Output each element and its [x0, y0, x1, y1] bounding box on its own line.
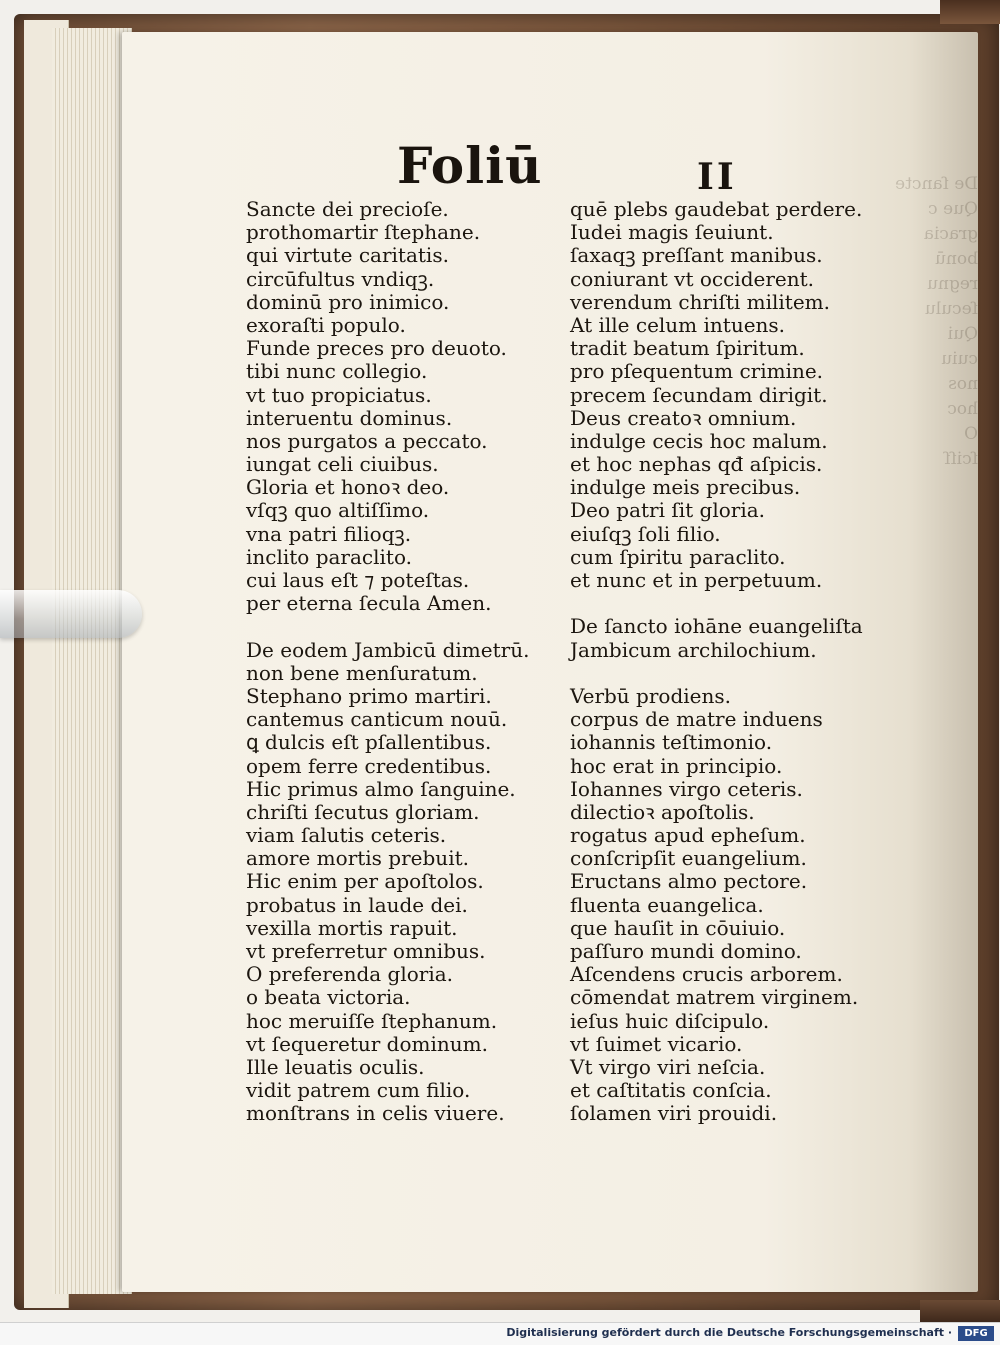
verse-line: Hic enim per apoſtolos.	[246, 869, 484, 894]
verse-line: indulge cecis hoc malum.	[570, 428, 828, 453]
verse-line: hoc meruiſſe ſtephanum.	[246, 1008, 498, 1033]
verse-line: et nunc et in perpetuum.	[570, 568, 823, 592]
verse-line: qui virtute caritatis.	[246, 243, 449, 268]
verse-line: indulge meis precibus.	[570, 475, 801, 500]
verse-line: monſtrans in celis viuere.	[246, 1101, 505, 1126]
verse-line: iohannis teſtimonio.	[570, 730, 773, 755]
verse-line: Iudei magis ſeuiunt.	[570, 220, 774, 245]
verse-line: vidit patrem cum filio.	[246, 1078, 471, 1103]
verse-line: cantemus canticum nouū.	[246, 707, 508, 732]
verse-line: chriſti ſecutus gloriam.	[246, 799, 480, 824]
stanza-gap	[570, 662, 863, 685]
book-page	[122, 32, 978, 1292]
verse-line: Jambicum archilochium.	[570, 637, 817, 662]
verse-line: De eodem Jambicū dimetrū.	[246, 637, 530, 662]
spine-bottom	[920, 1300, 1000, 1322]
verse-line: Deus creatoꝛ omnium.	[570, 405, 797, 430]
folio-number: II	[697, 156, 737, 198]
verse-line: iungat celi ciuibus.	[246, 452, 439, 477]
text-column-left	[246, 198, 529, 1126]
verse-line: Ille leuatis oculis.	[246, 1054, 425, 1079]
verse-line: tibi nunc collegio.	[246, 359, 428, 384]
verse-line: vt preferretur omnibus.	[246, 939, 486, 963]
page-edges	[52, 28, 132, 1294]
verse-line: pro pſequentum crimine.	[570, 359, 824, 384]
verse-line: dilectioꝛ apoſtolis.	[570, 799, 755, 824]
footer-bar	[0, 1322, 1000, 1345]
dfg-logo: DFG	[958, 1326, 994, 1341]
verse-line: probatus in laude dei.	[246, 892, 468, 917]
verse-line: Eructans almo pectore.	[570, 869, 808, 894]
verse-line: rogatus apud epheſum.	[570, 823, 806, 848]
verse-line: O preferenda gloria.	[246, 962, 454, 987]
verse-line: fluenta euangelica.	[570, 892, 764, 917]
verse-line: Iohannes virgo ceteris.	[570, 776, 803, 801]
folio-header	[122, 136, 978, 206]
verse-line: Stephano primo martiri.	[246, 683, 492, 708]
verse-line: conſcripſit euangelium.	[570, 846, 807, 871]
verse-line: Sancte dei precioſe.	[246, 197, 449, 221]
verse-line: cum ſpiritu paraclito.	[570, 544, 786, 569]
verse-line: eiuſqꝫ ſoli filio.	[570, 521, 721, 546]
verse-line: amore mortis prebuit.	[246, 846, 469, 871]
verse-line: Hic primus almo ſanguine.	[246, 776, 516, 801]
verse-line: circūfultus vndiqꝫ.	[246, 266, 435, 291]
verse-line: precem ſecundam dirigit.	[570, 382, 828, 407]
folio-title: Foliū	[397, 136, 543, 195]
verse-line: Verbū prodiens.	[570, 683, 731, 708]
verse-line: Vt virgo viri neſcia.	[570, 1054, 766, 1079]
verse-line: opem ferre credentibus.	[246, 753, 492, 778]
verse-line: interuentu dominus.	[246, 405, 453, 430]
verse-line: vſqꝫ quo altiſſimo.	[246, 498, 430, 523]
verse-line: hoc erat in principio.	[570, 753, 783, 778]
verse-line: At ille celum intuens.	[570, 312, 786, 337]
verse-line: vna patri filioqꝫ.	[246, 521, 412, 546]
verse-line: ieſus huic diſcipulo.	[570, 1008, 770, 1033]
verse-line: prothomartir ſtephane.	[246, 220, 481, 245]
verse-line: corpus de matre induens	[570, 707, 823, 732]
verse-line: Gloria et honoꝛ deo.	[246, 475, 450, 500]
verse-line: vexilla mortis rapuit.	[246, 915, 458, 940]
verse-line: cōmendat matrem virginem.	[570, 985, 859, 1010]
verse-line: et hoc nephas qđ aſpicis.	[570, 452, 823, 477]
verse-line: vt ſequeretur dominum.	[246, 1031, 488, 1056]
verse-line: ſolamen viri prouidi.	[570, 1101, 778, 1126]
page-clip	[0, 590, 142, 638]
verse-line: cui laus eſt ⁊ poteſtas.	[246, 568, 470, 592]
verse-line: inclito paraclito.	[246, 544, 412, 569]
verse-line: vt tuo propiciatus.	[246, 382, 432, 407]
verse-line: vt ſuimet vicario.	[570, 1031, 743, 1056]
verse-line: viam ſalutis ceteris.	[246, 823, 447, 848]
verse-line: tradit beatum ſpiritum.	[570, 336, 805, 361]
verse-line: Aſcendens crucis arborem.	[570, 962, 843, 987]
verse-line: que hauſit in cōuiuio.	[570, 915, 786, 940]
text-column-right	[570, 198, 863, 1126]
verse-line: De ſancto iohāne euangeliſta	[570, 614, 863, 639]
verse-line: non bene menſuratum.	[246, 660, 478, 685]
verse-line: verendum chriſti militem.	[570, 289, 830, 314]
verse-line: paſſuro mundi domino.	[570, 939, 802, 963]
spine-top	[940, 0, 1000, 24]
verse-line: ꝗ dulcis eſt pſallentibus.	[246, 730, 492, 755]
show-through-text: De ſancte Que c gracia bonū regnu ſeculu Qui cuiu nos hoc O ſciſſ	[895, 174, 978, 469]
verse-line: Funde preces pro deuoto.	[246, 336, 507, 361]
verse-line: Deo patri ſit gloria.	[570, 498, 766, 523]
verse-line: dominū pro inimico.	[246, 289, 450, 314]
verse-line: o beata victoria.	[246, 985, 411, 1010]
stanza-gap	[246, 615, 529, 638]
verse-line: per eterna ſecula Amen.	[246, 591, 492, 616]
verse-line: ſaxaqꝫ preſſant manibus.	[570, 243, 823, 268]
footer-credit: Digitalisierung gefördert durch die Deutsche Forschungsgemeinschaft ·	[506, 1326, 952, 1339]
verse-line: quē plebs gaudebat perdere.	[570, 197, 863, 221]
verse-line: coniurant vt occiderent.	[570, 266, 815, 291]
stanza-gap	[570, 592, 863, 615]
verse-line: et caſtitatis conſcia.	[570, 1078, 772, 1103]
verse-line: nos purgatos a peccato.	[246, 428, 488, 453]
verse-line: exoraſti populo.	[246, 312, 406, 337]
